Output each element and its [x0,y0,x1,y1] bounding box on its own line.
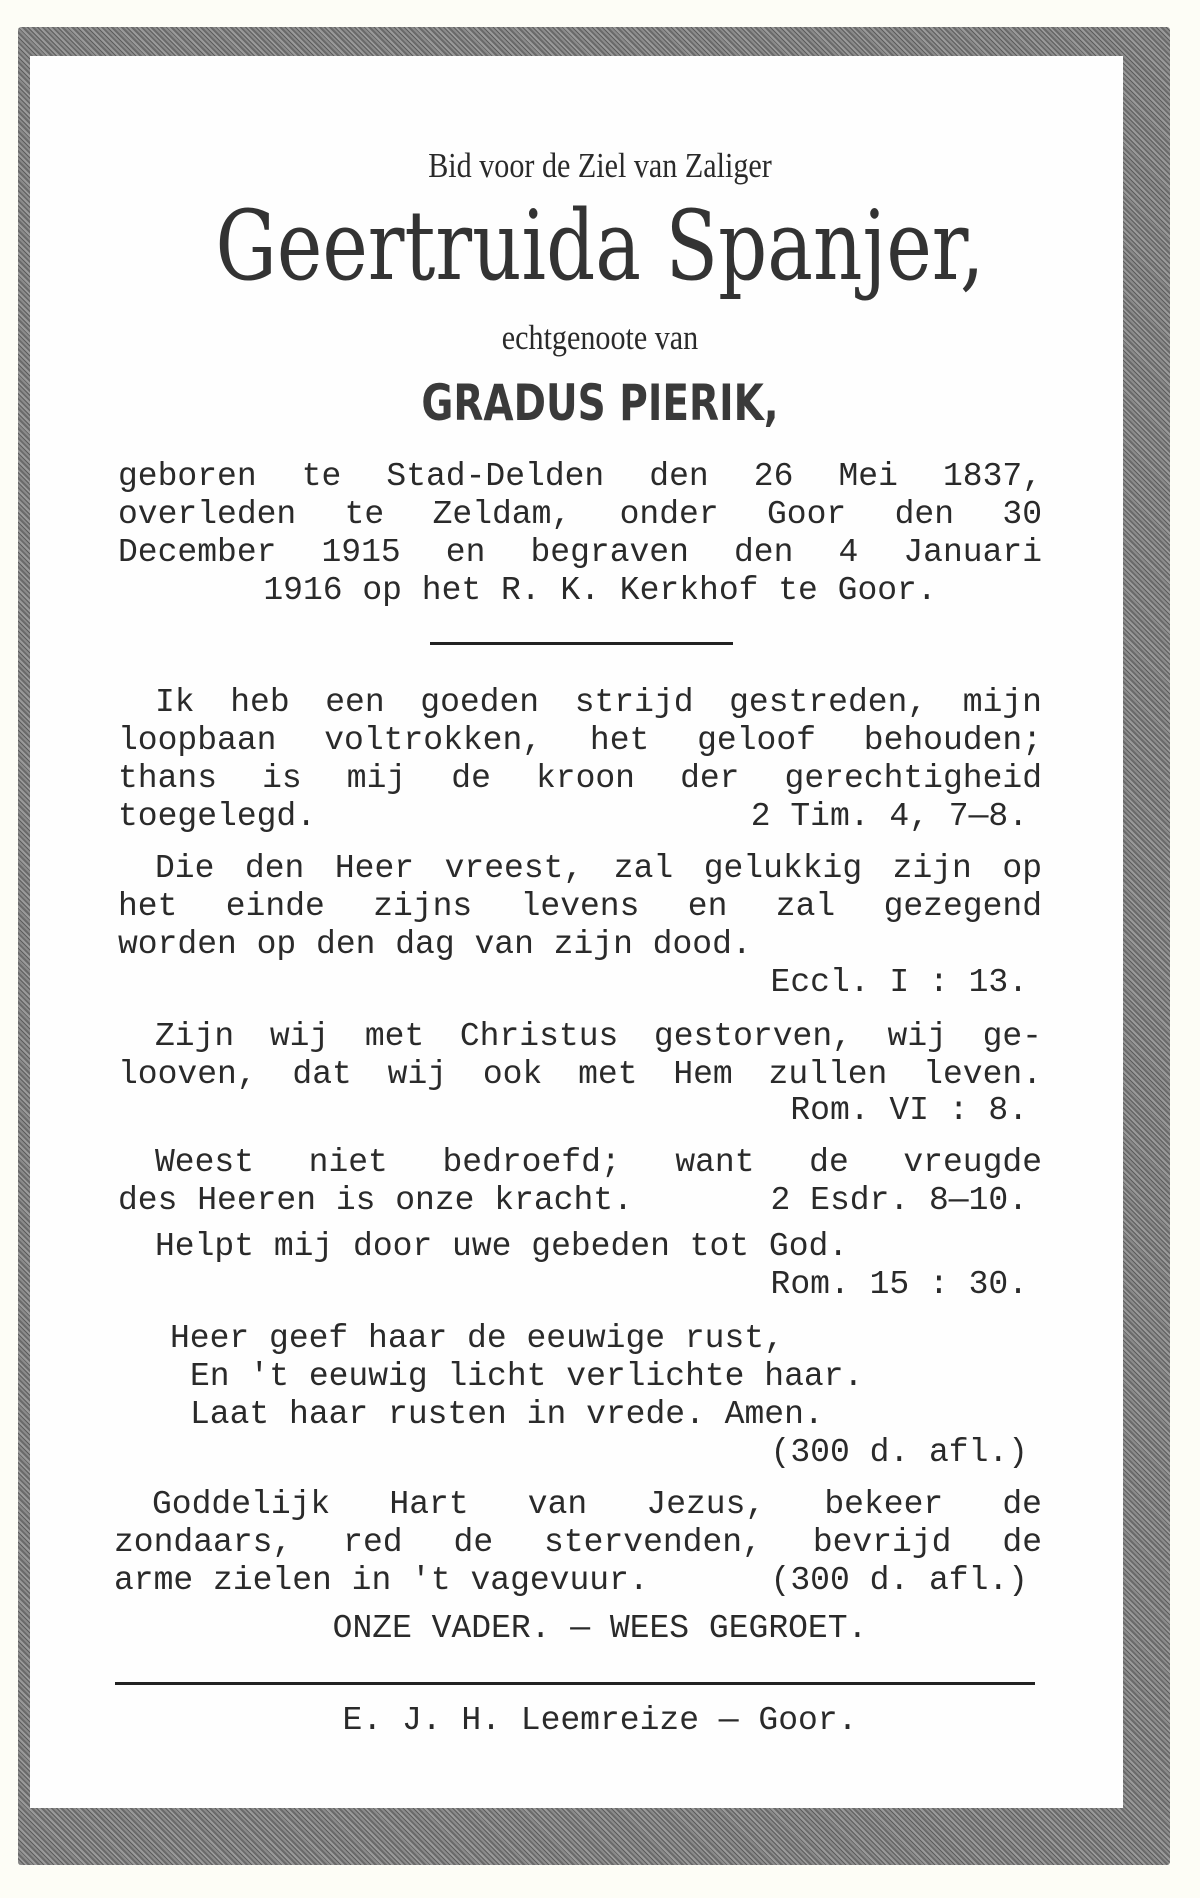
verse-line: Helpt mij door uwe gebeden tot God. [155,1228,849,1265]
closing-prayers: ONZE VADER. — WEES GEGROET. [332,1610,868,1647]
prayer-line: Goddelijk Hart van Jezus, bekeer de [152,1486,1042,1523]
verse-line: Die den Heer vreest, zal gelukkig zijn op [155,850,1042,887]
indulgence-note: (300 d. afl.) [770,1434,1028,1471]
verse-reference: Rom. 15 : 30. [770,1266,1028,1303]
prayer-line: zondaars, red de stervenden, bevrijd de [114,1524,1042,1561]
spouse-intro: echtgenoote van [501,318,699,357]
bio-line: December 1915 en begraven den 4 Januari [118,534,1042,571]
prayer-line: arme zielen in 't vagevuur. [114,1562,649,1599]
verse-line: Weest niet bedroefd; want de vreugde [155,1144,1042,1181]
verse-line: des Heeren is onze kracht. [118,1182,633,1219]
verse-line: Zijn wij met Christus gestorven, wij ge- [155,1018,1042,1055]
verse-reference: 2 Esdr. 8—10. [770,1182,1028,1219]
bio-line: overleden te Zeldam, onder Goor den 30 [118,496,1042,533]
prayer-line: Laat haar rusten in vrede. Amen. [190,1396,824,1433]
verse-line: thans is mij de kroon der gerechtigheid [118,760,1042,797]
verse-reference: Rom. VI : 8. [790,1092,1028,1129]
verse-line: het einde zijns levens en zal gezegend [118,888,1042,925]
bio-line: geboren te Stad-Delden den 26 Mei 1837, [118,458,1042,495]
deceased-name: Geertruida Spanjer, [215,190,985,302]
verse-line: Ik heb een goeden strijd gestreden, mijn [155,684,1042,721]
prayer-line: Heer geef haar de eeuwige rust, [170,1320,784,1357]
divider-long [115,1682,1035,1685]
prayer-line: En 't eeuwig licht verlichte haar. [190,1358,864,1395]
spouse-name: GRADUS PIERIK, [421,374,779,432]
printer-credit: E. J. H. Leemreize — Goor. [342,1702,858,1739]
verse-line: worden op den dag van zijn dood. [118,926,752,963]
verse-line: loopbaan voltrokken, het geloof behouden; [118,722,1042,759]
bio-line: 1916 op het R. K. Kerkhof te Goor. [263,572,937,609]
divider-short [430,642,733,645]
verse-reference: Eccl. I : 13. [770,964,1028,1001]
verse-line: looven, dat wij ook met Hem zullen leven. [118,1056,1042,1093]
verse-line: toegelegd. [118,798,317,835]
verse-reference: 2 Tim. 4, 7—8. [750,798,1028,835]
indulgence-note: (300 d. afl.) [770,1562,1028,1599]
intro-text: Bid voor de Ziel van Zaliger [428,146,772,185]
